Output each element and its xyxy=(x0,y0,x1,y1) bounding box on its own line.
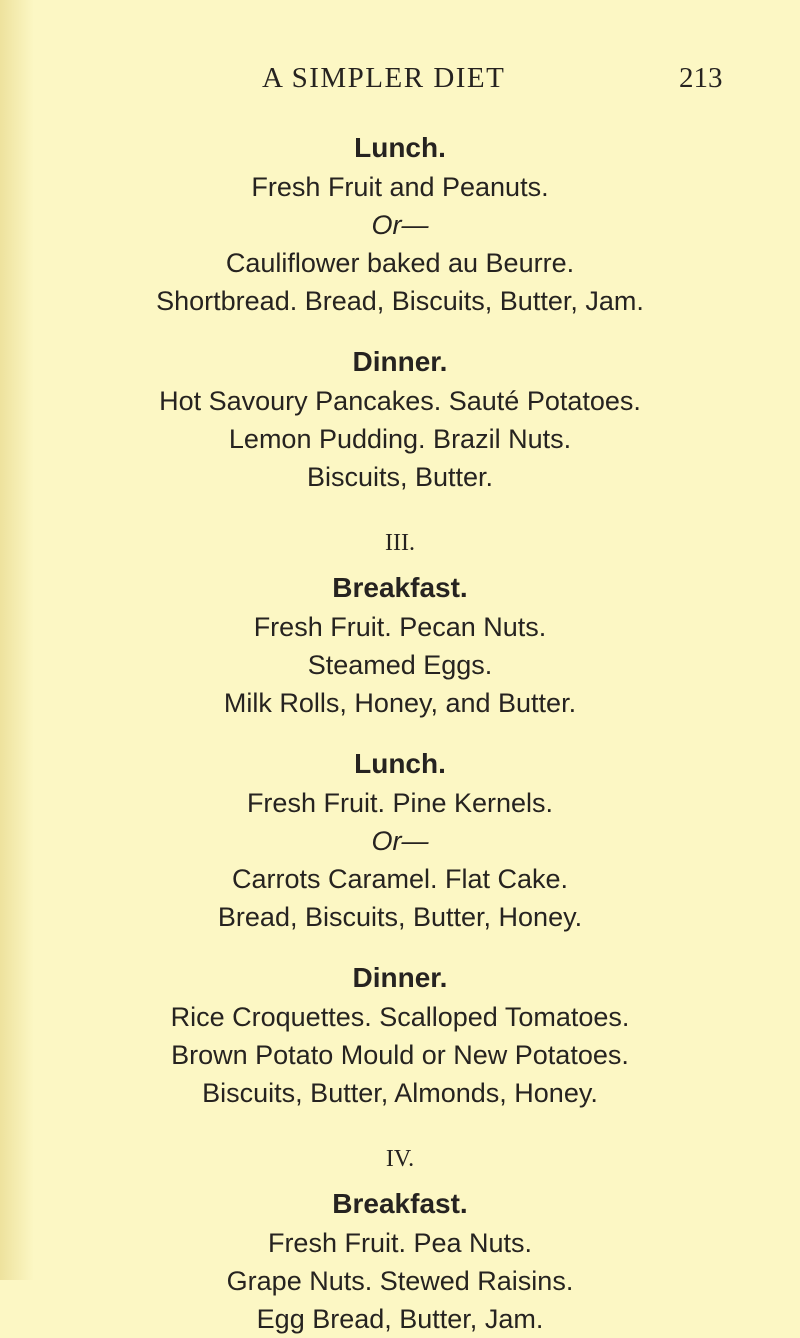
menu-line: Brown Potato Mould or New Potatoes. xyxy=(171,1040,629,1070)
menu-line: Cauliflower baked au Beurre. xyxy=(225,248,575,278)
meal-title-breakfast: Breakfast. xyxy=(332,1188,468,1219)
menu-line: Fresh Fruit. Pine Kernels. xyxy=(246,788,554,818)
meal-title-breakfast: Breakfast. xyxy=(332,572,468,603)
meal-title-dinner: Dinner. xyxy=(352,962,448,993)
running-title: A SIMPLER DIET xyxy=(262,62,506,94)
menu-line: Hot Savoury Pancakes. Sauté Potatoes. xyxy=(159,386,641,416)
menu-line: Fresh Fruit and Peanuts. xyxy=(251,172,549,202)
or-separator: Or— xyxy=(371,826,429,856)
section-number-iv: IV. xyxy=(385,1146,415,1172)
menu-line: Egg Bread, Butter, Jam. xyxy=(256,1304,544,1334)
menu-line: Fresh Fruit. Pecan Nuts. xyxy=(253,612,547,642)
menu-line: Grape Nuts. Stewed Raisins. xyxy=(226,1266,574,1296)
menu-line: Bread, Biscuits, Butter, Honey. xyxy=(217,902,583,932)
section-number-iii: III. xyxy=(385,530,415,556)
meal-title-lunch: Lunch. xyxy=(354,748,446,779)
or-separator: Or— xyxy=(371,210,429,240)
menu-line: Rice Croquettes. Scalloped Tomatoes. xyxy=(170,1002,630,1032)
menu-line: Milk Rolls, Honey, and Butter. xyxy=(223,688,577,718)
menu-line: Biscuits, Butter. xyxy=(306,462,494,492)
menu-line: Steamed Eggs. xyxy=(307,650,493,680)
meal-title-lunch: Lunch. xyxy=(354,132,446,163)
menu-text xyxy=(0,128,800,1338)
menu-line: Carrots Caramel. Flat Cake. xyxy=(231,864,569,894)
meal-title-dinner: Dinner. xyxy=(352,346,448,377)
running-header xyxy=(0,62,800,102)
menu-line: Fresh Fruit. Pea Nuts. xyxy=(267,1228,533,1258)
menu-line: Shortbread. Bread, Biscuits, Butter, Jam. xyxy=(156,286,644,316)
menu-line: Lemon Pudding. Brazil Nuts. xyxy=(228,424,572,454)
menu-line: Biscuits, Butter, Almonds, Honey. xyxy=(202,1078,598,1108)
page-number: 213 xyxy=(679,62,723,94)
